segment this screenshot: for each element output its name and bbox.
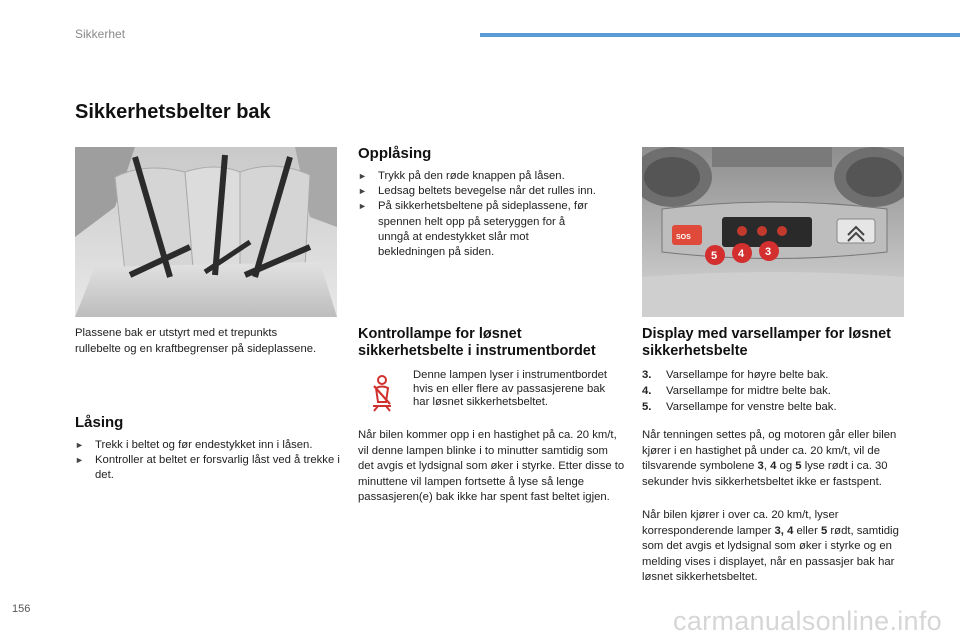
header-accent-bar: [480, 33, 960, 37]
page-number: 156: [12, 603, 31, 615]
ignition-text: Når tenningen settes på, og motoren går eller bilen kjører i en hastighet på under ca. 20 km/t, vil de tilsvarende symbolene 3, 4 og 5 lyse rødt i ca. 30 sekunder hvis sikkerhetsbeltet ikke er fastspent.: [642, 429, 897, 488]
display-heading: Display med varsellamper for løsnet sikkerhetsbelte: [642, 326, 892, 359]
intro-text: Plassene bak er utstyrt med et trepunkts rullebelte og en kraftbegrenser på sideplassene.: [75, 327, 317, 355]
callout-3: 3: [765, 246, 772, 258]
list-item: 5. Varsellampe for venstre belte bak.: [642, 400, 837, 413]
warning-lamp-body: Når bilen kommer opp i en hastighet på ca. 20 km/t, vil denne lampen blinke i to minutter samtidig som det avgis et lydsignal som øker i styrke. Etter disse to minuttene vil lampen fortsette å lyse så lenge passasjeren(e) bak ikke har spent fast beltet igjen.: [358, 429, 625, 504]
dashboard-illustration: [642, 147, 904, 317]
dashboard-photo: [642, 147, 904, 317]
list-item: ► På sikkerhetsbeltene på sideplassene, før spennen helt opp på seteryggen for å unngå at endestykket slår mot bekledningen på siden.: [358, 200, 588, 259]
speed-text: Når bilen kjører i over ca. 20 km/t, lyser korresponderende lamper 3, 4 eller 5 rødt, samtidig som det avgis et lydsignal som øker i styrke og en melding vises i displayet, når en passasjer bak har løsnet sikkerhetsbeltet.: [642, 509, 899, 584]
warning-lamp-description: Denne lampen lyser i instrumentbordet hvis en eller flere av passasjerene bak har løsnet sikkerhetsbeltet.: [413, 369, 608, 408]
callout-4: 4: [738, 248, 745, 260]
rear-seats-illustration: [75, 147, 337, 317]
bullet-icon: ►: [358, 171, 367, 181]
bullet-icon: ►: [75, 455, 84, 466]
page-title: Sikkerhetsbelter bak: [75, 101, 271, 123]
list-item: ► Trekk i beltet og før endestykket inn i låsen.: [75, 438, 340, 453]
locking-heading: Låsing: [75, 414, 124, 431]
section-label: Sikkerhet: [75, 27, 126, 41]
list-item: 4. Varsellampe for midtre belte bak.: [642, 384, 831, 397]
sos-button-label: SOS: [676, 234, 691, 241]
list-item: ► Kontroller at beltet er forsvarlig låst ved å trekke i det.: [75, 454, 340, 482]
warning-lamp-heading: Kontrollampe for løsnet sikkerhetsbelte i instrumentbordet: [358, 326, 596, 359]
seatbelt-warning-icon: [370, 374, 394, 412]
locking-list: [75, 438, 340, 484]
bullet-icon: ►: [358, 186, 367, 197]
list-item: ► Trykk på den røde knappen på låsen.: [358, 169, 623, 184]
list-item: 3. Varsellampe for høyre belte bak.: [642, 369, 829, 381]
unlocking-list: [358, 169, 623, 260]
bullet-icon: ►: [75, 440, 84, 450]
watermark: carmanualsonline.info: [673, 606, 942, 636]
bullet-icon: ►: [358, 201, 367, 212]
rear-seats-photo: [75, 147, 337, 317]
callout-5: 5: [711, 250, 718, 262]
unlocking-heading: Opplåsing: [358, 145, 432, 162]
list-item: ► Ledsag beltets bevegelse når det rulles inn.: [358, 184, 623, 199]
lamp-list: [642, 368, 902, 415]
